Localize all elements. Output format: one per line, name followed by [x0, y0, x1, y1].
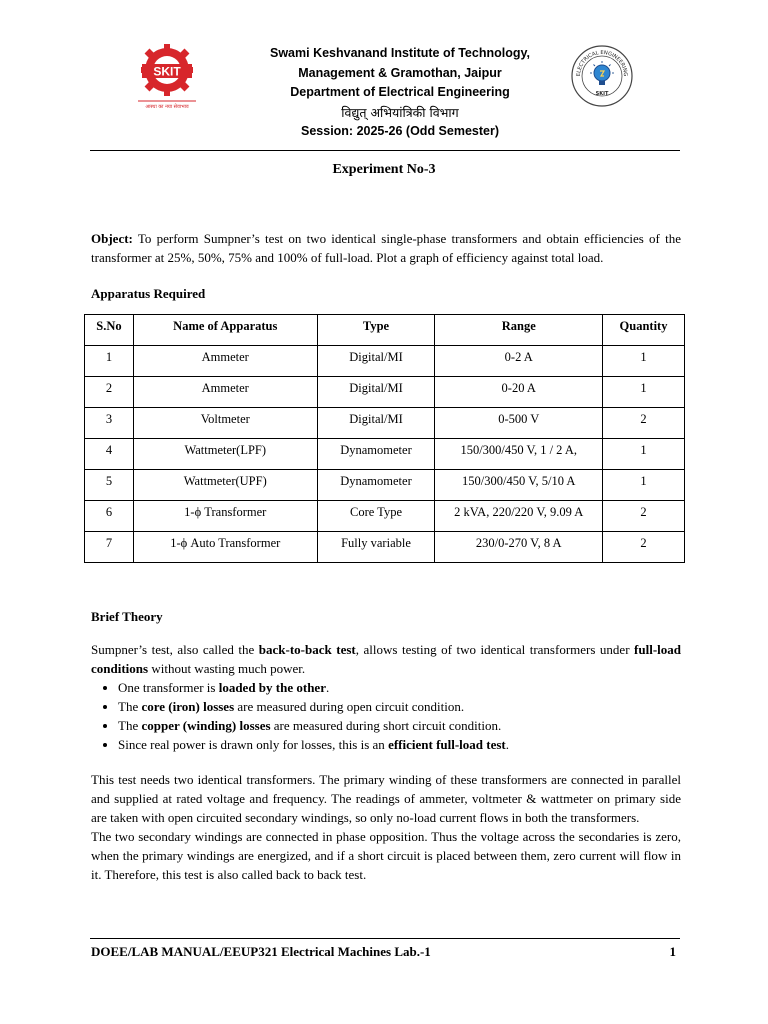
table-cell: Dynamometer — [317, 439, 435, 470]
list-item — [118, 678, 681, 697]
table-cell: Dynamometer — [317, 470, 435, 501]
table-cell: 7 — [85, 532, 134, 563]
skit-logo — [132, 42, 202, 112]
table-cell: 2 — [85, 377, 134, 408]
theory-intro-bold: back-to-back test — [258, 642, 356, 657]
header-divider — [90, 150, 680, 151]
object-text: To perform Sumpner’s test on two identical single-phase transformers and obtain efficiencies of the transformer at 25%, 50%, 75% and 100% of full-load. Plot a graph of efficiency against total load. — [91, 231, 681, 265]
logo-arc-text: ELECTRICAL ENGINEERING — [575, 49, 629, 77]
page-number: 1 — [669, 944, 676, 959]
table-cell: Digital/MI — [317, 377, 435, 408]
table-cell: 3 — [85, 408, 134, 439]
theory-heading: Brief Theory — [91, 609, 163, 624]
session-label: Session: 2025-26 (Odd Semester) — [301, 124, 499, 138]
theory-intro-text: , allows testing of two identical transformers under — [355, 642, 635, 657]
table-cell: 1-ϕ Transformer — [133, 501, 317, 532]
table-cell: 150/300/450 V, 5/10 A — [435, 470, 603, 501]
column-header: Range — [435, 315, 603, 346]
footer-text: DOEE/LAB MANUAL/EEUP321 Electrical Machines Lab.-1 — [91, 944, 431, 959]
column-header: Name of Apparatus — [133, 315, 317, 346]
table-cell: 1 — [603, 346, 685, 377]
table-cell: 1 — [85, 346, 134, 377]
electrical-engineering-logo — [570, 44, 634, 108]
table-cell: Digital/MI — [317, 408, 435, 439]
table-cell: 0-2 A — [435, 346, 603, 377]
table-row — [85, 377, 685, 408]
theory-intro-bold: full-load conditions — [91, 642, 682, 676]
table-cell: 5 — [85, 470, 134, 501]
apparatus-heading: Apparatus Required — [91, 286, 206, 301]
bullet-bold: copper (winding) losses — [141, 718, 271, 733]
theory-bullet-list — [91, 678, 681, 754]
table-cell: 2 kVA, 220/220 V, 9.09 A — [435, 501, 603, 532]
list-item — [118, 716, 681, 735]
bullet-text: are measured during short circuit condition. — [270, 718, 502, 733]
footer-divider — [90, 938, 680, 939]
bullet-bold: loaded by the other — [218, 680, 326, 695]
table-cell: 2 — [603, 532, 685, 563]
skit-logo-text: SKIT — [153, 64, 181, 79]
table-cell: Core Type — [317, 501, 435, 532]
theory-intro — [91, 640, 681, 678]
institute-name-line1: Swami Keshvanand Institute of Technology, — [270, 46, 530, 60]
table-cell: 0-500 V — [435, 408, 603, 439]
object-paragraph — [91, 229, 681, 267]
apparatus-table — [84, 314, 685, 563]
bullet-text: . — [505, 737, 510, 752]
table-cell: 230/0-270 V, 8 A — [435, 532, 603, 563]
table-row — [85, 532, 685, 563]
table-cell: 4 — [85, 439, 134, 470]
table-cell: Ammeter — [133, 346, 317, 377]
bullet-text: . — [325, 680, 330, 695]
institute-name-line2: Management & Gramothan, Jaipur — [298, 65, 502, 80]
object-label: Object: — [91, 231, 133, 246]
bullet-text: The — [118, 718, 142, 733]
table-row — [85, 439, 685, 470]
theory-section — [91, 640, 681, 754]
table-header-row — [85, 315, 685, 346]
theory-intro-text: Sumpner’s test, also called the — [91, 642, 259, 657]
column-header: Quantity — [603, 315, 685, 346]
table-cell: Ammeter — [133, 377, 317, 408]
table-cell: Wattmeter(UPF) — [133, 470, 317, 501]
table-cell: 1 — [603, 377, 685, 408]
theory-paragraph: This test needs two identical transformers. The primary winding of these transformers are connected in parallel and supplied at rated voltage and frequency. The readings of ammeter, voltmeter & wattmeter on primary side are taken with open circuited secondary windings, so only no-load current flows in both the transformers. — [91, 772, 681, 825]
table-cell: Voltmeter — [133, 408, 317, 439]
table-cell: 150/300/450 V, 1 / 2 A, — [435, 439, 603, 470]
bullet-text: are measured during open circuit condition. — [234, 699, 465, 714]
list-item — [118, 735, 681, 754]
bullet-text: Since real power is drawn only for losses, this is an — [118, 737, 389, 752]
bullet-text: The — [118, 699, 142, 714]
bullet-bold: core (iron) losses — [141, 699, 235, 714]
bullet-text: One transformer is — [118, 680, 219, 695]
theory-paragraphs — [91, 770, 681, 884]
column-header: S.No — [85, 315, 134, 346]
footer — [91, 944, 681, 960]
bullet-bold: efficient full-load test — [388, 737, 506, 752]
table-cell: Wattmeter(LPF) — [133, 439, 317, 470]
table-cell: 2 — [603, 408, 685, 439]
table-row — [85, 408, 685, 439]
table-cell: Fully variable — [317, 532, 435, 563]
department-name-hindi: विद्युत् अभियांत्रिकी विभाग — [341, 104, 459, 120]
table-cell: 0-20 A — [435, 377, 603, 408]
list-item — [118, 697, 681, 716]
theory-paragraph: The two secondary windings are connected in phase opposition. Thus the voltage across the secondaries is zero, when the primary windings are energized, and if a short circuit is placed between them, zero current will flow in it. Therefore, this test is also called back to back test. — [91, 829, 681, 882]
table-cell: 1 — [603, 470, 685, 501]
table-row — [85, 470, 685, 501]
theory-intro-text: without wasting much power. — [148, 661, 306, 676]
table-cell: Digital/MI — [317, 346, 435, 377]
table-cell: 1-ϕ Auto Transformer — [133, 532, 317, 563]
table-cell: 1 — [603, 439, 685, 470]
skit-logo-tagline: आस्था का नया सेवाभाव — [145, 104, 189, 110]
table-row — [85, 501, 685, 532]
logo-sub-text: SKIT — [595, 91, 609, 97]
department-name: Department of Electrical Engineering — [290, 85, 510, 99]
institute-header — [250, 44, 550, 142]
table-cell: 6 — [85, 501, 134, 532]
table-row — [85, 346, 685, 377]
column-header: Type — [317, 315, 435, 346]
experiment-title: Experiment No-3 — [332, 162, 436, 177]
table-cell: 2 — [603, 501, 685, 532]
